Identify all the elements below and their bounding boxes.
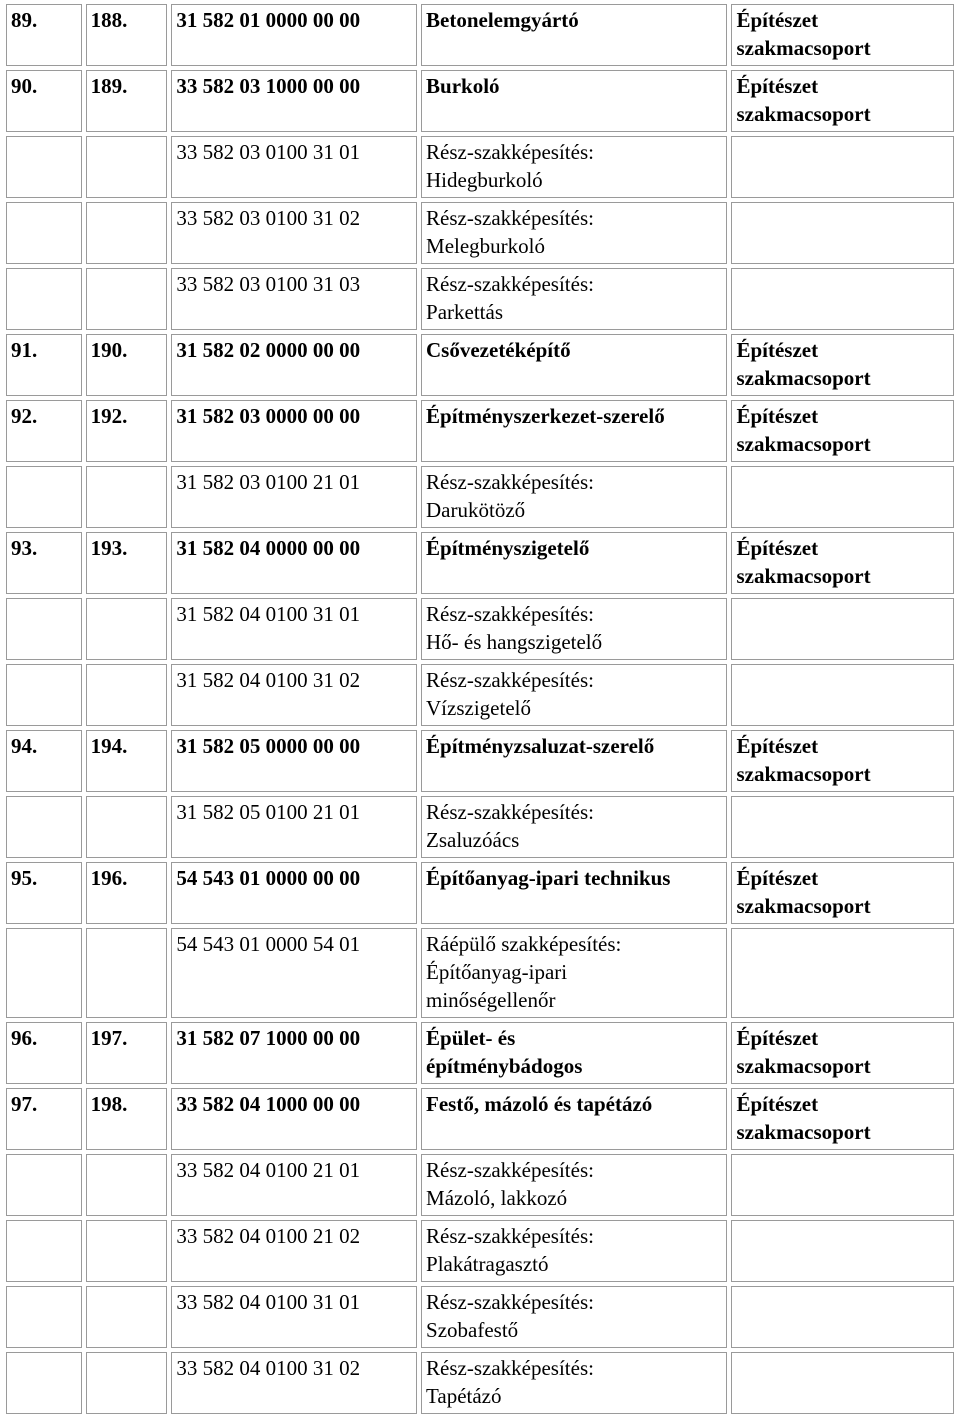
qualification-name (421, 70, 727, 132)
qualification-row (6, 730, 954, 792)
row-number: 192. (86, 400, 168, 462)
qualification-group-line: Építészet (736, 866, 819, 890)
qualification-name (421, 1286, 727, 1348)
qualification-name-line: Építőanyag-ipari technikus (426, 866, 671, 890)
qualification-name-line: építménybádogos (426, 1054, 583, 1078)
qualification-group-line: szakmacsoport (736, 564, 871, 588)
empty-cell (86, 796, 168, 858)
sequence-number: 94. (6, 730, 82, 792)
sequence-number: 93. (6, 532, 82, 594)
sub-qualification-row (6, 268, 954, 330)
qualification-name (421, 400, 727, 462)
qualification-group-line: szakmacsoport (736, 1054, 871, 1078)
empty-cell (731, 664, 954, 726)
qualification-name (421, 334, 727, 396)
sub-qualification-row (6, 928, 954, 1018)
qualification-group-line: szakmacsoport (736, 36, 871, 60)
qualification-code: 31 582 04 0000 00 00 (171, 532, 417, 594)
empty-cell (86, 268, 168, 330)
sub-qualification-row (6, 202, 954, 264)
qualification-name (421, 598, 727, 660)
qualification-name (421, 1088, 727, 1150)
empty-cell (731, 1352, 954, 1414)
sub-qualification-row (6, 796, 954, 858)
qualification-name (421, 532, 727, 594)
qualification-group-line: Építészet (736, 404, 819, 428)
qualification-name (421, 1352, 727, 1414)
qualification-name-line: Hő- és hangszigetelő (426, 630, 603, 654)
qualification-group-line: szakmacsoport (736, 1120, 871, 1144)
empty-cell (731, 796, 954, 858)
qualification-name-line: Csővezetéképítő (426, 338, 571, 362)
qualification-code: 33 582 03 0100 31 01 (171, 136, 417, 198)
empty-cell (731, 136, 954, 198)
sequence-number: 90. (6, 70, 82, 132)
empty-cell (86, 664, 168, 726)
row-number: 189. (86, 70, 168, 132)
sequence-number: 89. (6, 4, 82, 66)
qualification-row (6, 4, 954, 66)
sequence-number: 95. (6, 862, 82, 924)
row-number: 197. (86, 1022, 168, 1084)
qualification-name (421, 730, 727, 792)
qualification-name-line: Darukötöző (426, 498, 526, 522)
qualification-name (421, 268, 727, 330)
qualification-row (6, 334, 954, 396)
qualification-name-line: Épület- és (426, 1026, 516, 1050)
qualification-group (731, 1088, 954, 1150)
qualification-code: 31 582 01 0000 00 00 (171, 4, 417, 66)
empty-cell (731, 268, 954, 330)
qualification-group-line: szakmacsoport (736, 894, 871, 918)
qualification-name (421, 136, 727, 198)
qualification-name (421, 466, 727, 528)
empty-cell (86, 136, 168, 198)
row-number: 193. (86, 532, 168, 594)
qualification-group (731, 400, 954, 462)
qualification-code: 31 582 05 0100 21 01 (171, 796, 417, 858)
empty-cell (6, 136, 82, 198)
sequence-number: 97. (6, 1088, 82, 1150)
empty-cell (731, 598, 954, 660)
empty-cell (86, 928, 168, 1018)
qualification-code: 31 582 04 0100 31 01 (171, 598, 417, 660)
empty-cell (6, 466, 82, 528)
qualification-name-line: Vízszigetelő (426, 696, 531, 720)
qualification-name-line: Építményszerkezet-szerelő (426, 404, 665, 428)
qualification-code: 31 582 05 0000 00 00 (171, 730, 417, 792)
qualification-row (6, 862, 954, 924)
qualification-code: 33 582 04 0100 31 01 (171, 1286, 417, 1348)
sub-qualification-row (6, 1220, 954, 1282)
qualification-row (6, 70, 954, 132)
qualification-name-line: Rész-szakképesítés: (426, 1158, 594, 1182)
empty-cell (86, 1220, 168, 1282)
empty-cell (86, 1154, 168, 1216)
qualification-code: 33 582 03 0100 31 02 (171, 202, 417, 264)
empty-cell (86, 1352, 168, 1414)
qualification-code: 33 582 03 1000 00 00 (171, 70, 417, 132)
table-body (6, 4, 954, 1414)
qualification-name (421, 862, 727, 924)
qualification-code: 33 582 04 0100 31 02 (171, 1352, 417, 1414)
qualification-group (731, 1022, 954, 1084)
qualification-row (6, 1088, 954, 1150)
empty-cell (731, 928, 954, 1018)
qualification-name-line: Rész-szakképesítés: (426, 206, 594, 230)
qualification-code: 33 582 04 0100 21 02 (171, 1220, 417, 1282)
qualification-name-line: minőségellenőr (426, 988, 556, 1012)
qualification-group (731, 862, 954, 924)
empty-cell (86, 598, 168, 660)
qualification-group-line: szakmacsoport (736, 102, 871, 126)
qualification-name (421, 796, 727, 858)
empty-cell (6, 664, 82, 726)
qualification-group-line: Építészet (736, 1026, 819, 1050)
qualification-group-line: Építészet (736, 74, 819, 98)
qualification-code: 33 582 04 1000 00 00 (171, 1088, 417, 1150)
sub-qualification-row (6, 1352, 954, 1414)
qualification-name-line: Parkettás (426, 300, 503, 324)
empty-cell (6, 1154, 82, 1216)
sequence-number: 96. (6, 1022, 82, 1084)
qualification-name-line: Rész-szakképesítés: (426, 800, 594, 824)
qualification-name-line: Rész-szakképesítés: (426, 602, 594, 626)
empty-cell (731, 1286, 954, 1348)
empty-cell (6, 268, 82, 330)
empty-cell (6, 1286, 82, 1348)
sequence-number: 92. (6, 400, 82, 462)
sub-qualification-row (6, 466, 954, 528)
empty-cell (731, 202, 954, 264)
sequence-number: 91. (6, 334, 82, 396)
qualification-name-line: Rész-szakképesítés: (426, 1224, 594, 1248)
sub-qualification-row (6, 1154, 954, 1216)
qualification-code: 31 582 03 0100 21 01 (171, 466, 417, 528)
empty-cell (6, 598, 82, 660)
empty-cell (86, 202, 168, 264)
row-number: 190. (86, 334, 168, 396)
empty-cell (86, 1286, 168, 1348)
qualification-group (731, 334, 954, 396)
qualification-group (731, 4, 954, 66)
qualification-name-line: Melegburkoló (426, 234, 545, 258)
qualification-row (6, 1022, 954, 1084)
empty-cell (86, 466, 168, 528)
qualification-code: 31 582 04 0100 31 02 (171, 664, 417, 726)
qualification-name-line: Plakátragasztó (426, 1252, 549, 1276)
qualification-group-line: Építészet (736, 8, 819, 32)
qualification-name-line: Építményszigetelő (426, 536, 590, 560)
qualification-group-line: Építészet (736, 1092, 819, 1116)
qualification-name-line: Rész-szakképesítés: (426, 1290, 594, 1314)
sub-qualification-row (6, 136, 954, 198)
qualification-name-line: Hidegburkoló (426, 168, 543, 192)
qualification-code: 54 543 01 0000 00 00 (171, 862, 417, 924)
qualification-name (421, 928, 727, 1018)
qualification-name (421, 202, 727, 264)
empty-cell (731, 1220, 954, 1282)
qualification-group-line: szakmacsoport (736, 366, 871, 390)
qualification-name-line: Burkoló (426, 74, 500, 98)
qualification-code: 31 582 07 1000 00 00 (171, 1022, 417, 1084)
sub-qualification-row (6, 598, 954, 660)
qualification-group-line: szakmacsoport (736, 432, 871, 456)
empty-cell (6, 928, 82, 1018)
qualification-name (421, 1220, 727, 1282)
qualification-name-line: Tapétázó (426, 1384, 502, 1408)
row-number: 196. (86, 862, 168, 924)
qualification-name-line: Rész-szakképesítés: (426, 668, 594, 692)
empty-cell (731, 466, 954, 528)
qualification-row (6, 532, 954, 594)
qualification-code: 31 582 03 0000 00 00 (171, 400, 417, 462)
qualification-name-line: Ráépülő szakképesítés: (426, 932, 622, 956)
qualification-group (731, 730, 954, 792)
empty-cell (6, 1352, 82, 1414)
sub-qualification-row (6, 1286, 954, 1348)
qualification-code: 54 543 01 0000 54 01 (171, 928, 417, 1018)
qualification-name-line: Rész-szakképesítés: (426, 272, 594, 296)
qualification-row (6, 400, 954, 462)
qualification-group (731, 70, 954, 132)
qualification-name-line: Építőanyag-ipari (426, 960, 568, 984)
sub-qualification-row (6, 664, 954, 726)
empty-cell (6, 1220, 82, 1282)
row-number: 198. (86, 1088, 168, 1150)
qualification-group-line: Építészet (736, 734, 819, 758)
qualification-group-line: Építészet (736, 338, 819, 362)
qualification-name-line: Szobafestő (426, 1318, 519, 1342)
qualification-name-line: Zsaluzóács (426, 828, 520, 852)
qualification-code: 31 582 02 0000 00 00 (171, 334, 417, 396)
qualification-name (421, 1022, 727, 1084)
qualification-table (2, 0, 958, 1418)
qualification-group (731, 532, 954, 594)
qualification-name (421, 1154, 727, 1216)
qualification-name (421, 664, 727, 726)
qualification-name-line: Rész-szakképesítés: (426, 140, 594, 164)
qualification-name-line: Festő, mázoló és tapétázó (426, 1092, 653, 1116)
qualification-group-line: Építészet (736, 536, 819, 560)
qualification-name-line: Mázoló, lakkozó (426, 1186, 568, 1210)
row-number: 188. (86, 4, 168, 66)
empty-cell (731, 1154, 954, 1216)
qualification-name-line: Rész-szakképesítés: (426, 470, 594, 494)
qualification-name-line: Rész-szakképesítés: (426, 1356, 594, 1380)
row-number: 194. (86, 730, 168, 792)
qualification-name-line: Betonelemgyártó (426, 8, 579, 32)
qualification-name-line: Építményzsaluzat-szerelő (426, 734, 655, 758)
qualification-code: 33 582 04 0100 21 01 (171, 1154, 417, 1216)
empty-cell (6, 202, 82, 264)
qualification-name (421, 4, 727, 66)
qualification-code: 33 582 03 0100 31 03 (171, 268, 417, 330)
empty-cell (6, 796, 82, 858)
qualification-group-line: szakmacsoport (736, 762, 871, 786)
